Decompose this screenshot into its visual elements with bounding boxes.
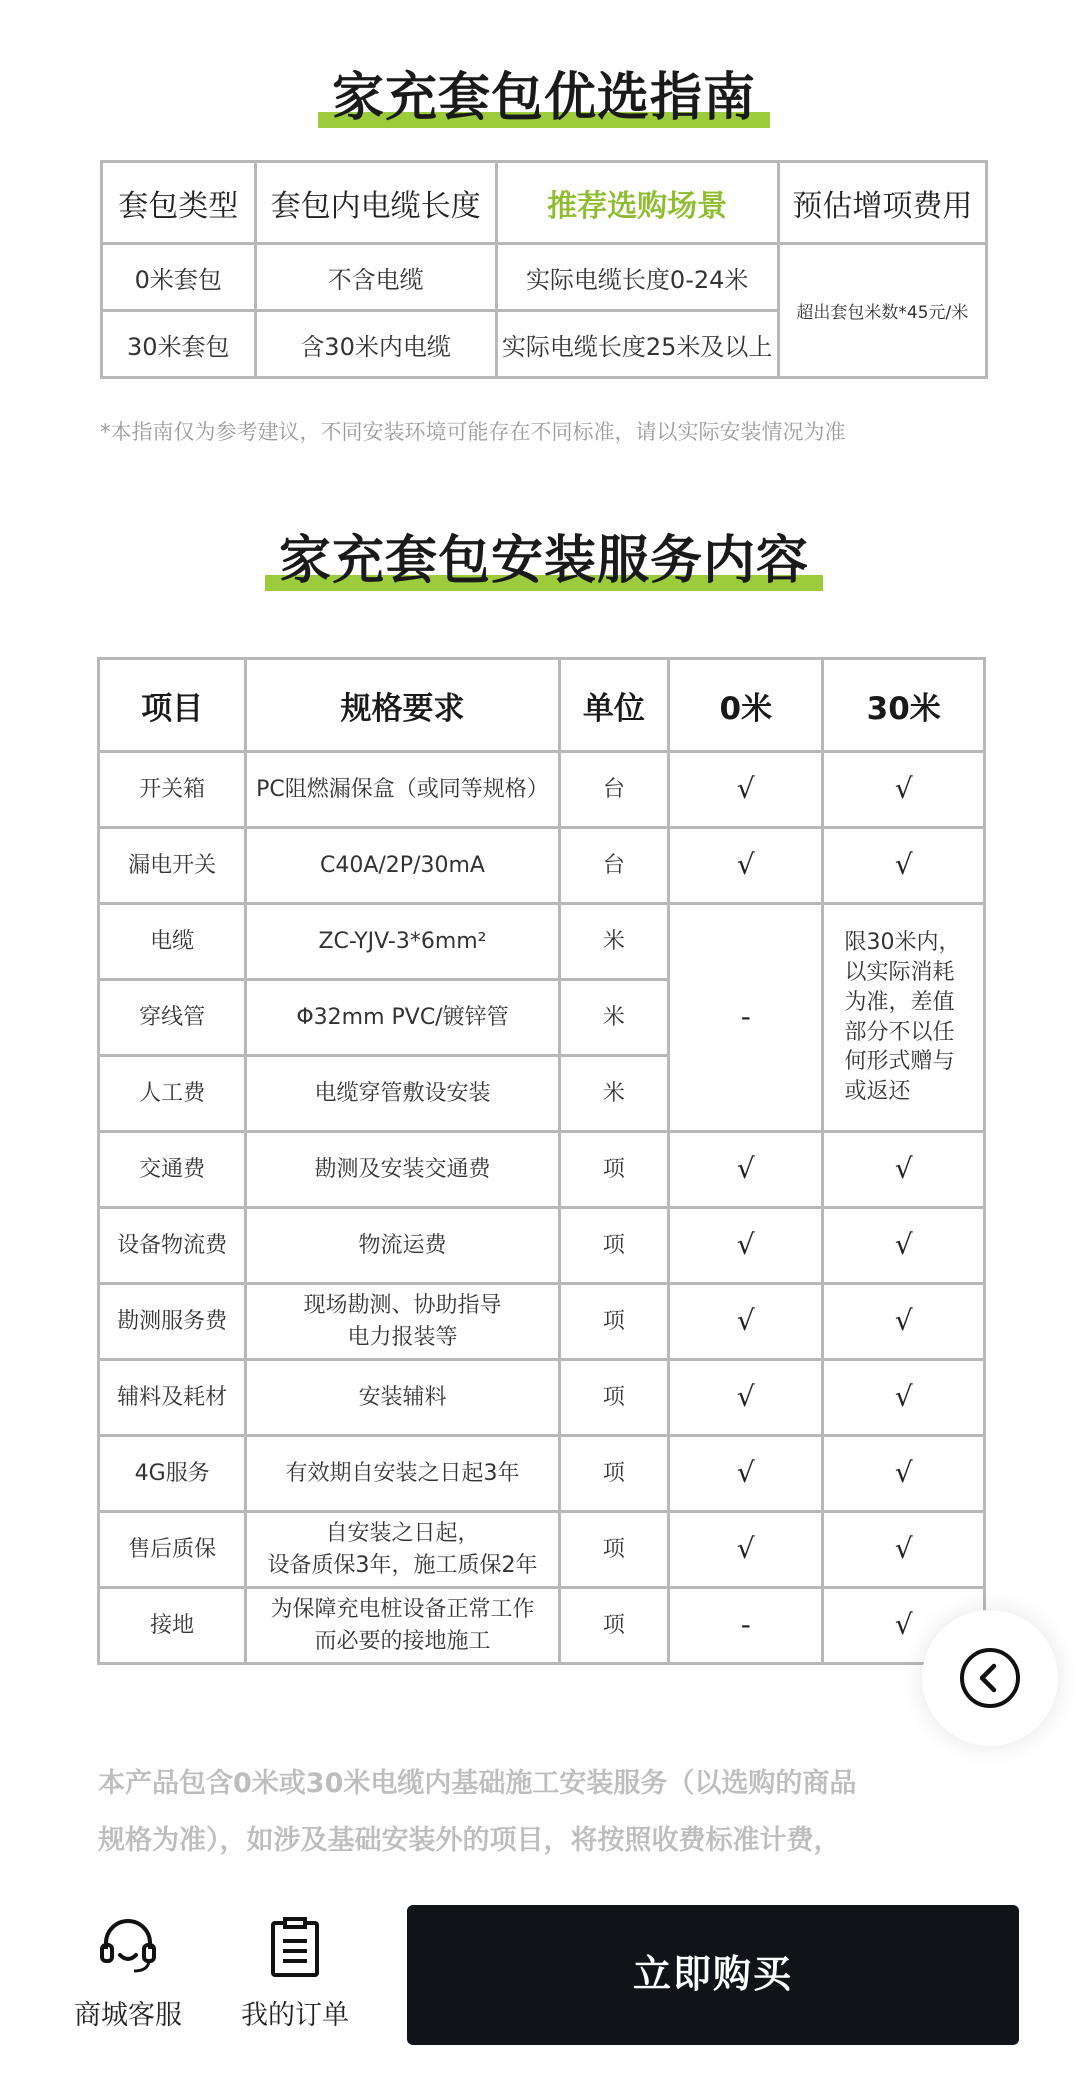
cable-0m-cell: - xyxy=(669,904,823,1132)
check-0m: √ xyxy=(669,752,823,828)
service-header-0m: 0米 xyxy=(669,659,823,752)
unit-cell: 米 xyxy=(559,904,669,980)
check-30m: √ xyxy=(823,1512,985,1588)
check-30m: √ xyxy=(823,828,985,904)
unit-cell: 项 xyxy=(559,1208,669,1284)
guide-header-row xyxy=(102,162,987,244)
spec-cell: C40A/2P/30mA xyxy=(246,828,559,904)
guide-title: 家充套包优选指南 xyxy=(318,55,770,130)
guide-cell: 不含电缆 xyxy=(255,244,496,311)
item-cell: 漏电开关 xyxy=(99,828,246,904)
check-0m: √ xyxy=(669,1132,823,1208)
guide-header-fee: 预估增项费用 xyxy=(778,162,986,244)
item-cell: 人工费 xyxy=(99,1056,246,1132)
my-orders-button[interactable] xyxy=(225,1915,365,2032)
check-30m: √ xyxy=(823,1436,985,1512)
buy-now-button[interactable]: 立即购买 xyxy=(407,1905,1019,2045)
table-row xyxy=(99,904,985,980)
service-header-spec: 规格要求 xyxy=(246,659,559,752)
item-cell: 交通费 xyxy=(99,1132,246,1208)
guide-header-scenario: 推荐选购场景 xyxy=(496,162,778,244)
spec-cell: ZC-YJV-3*6mm² xyxy=(246,904,559,980)
unit-cell: 米 xyxy=(559,980,669,1056)
guide-header-length: 套包内电缆长度 xyxy=(255,162,496,244)
unit-cell: 项 xyxy=(559,1284,669,1360)
guide-row xyxy=(102,244,987,311)
back-button[interactable] xyxy=(922,1610,1058,1746)
table-row xyxy=(99,1360,985,1436)
check-30m: √ xyxy=(823,1588,985,1664)
spec-cell: 现场勘测、协助指导 电力报装等 xyxy=(246,1284,559,1360)
table-row xyxy=(99,1132,985,1208)
check-0m: √ xyxy=(669,1512,823,1588)
check-0m: - xyxy=(669,1588,823,1664)
guide-title-wrap xyxy=(0,55,1088,130)
service-table xyxy=(97,657,986,1665)
spec-cell: Φ32mm PVC/镀锌管 xyxy=(246,980,559,1056)
check-0m: √ xyxy=(669,1436,823,1512)
guide-cell: 30米套包 xyxy=(102,311,256,378)
spec-cell: 物流运费 xyxy=(246,1208,559,1284)
unit-cell: 项 xyxy=(559,1588,669,1664)
headset-icon xyxy=(96,1915,160,1979)
table-row xyxy=(99,1436,985,1512)
service-header-30m: 30米 xyxy=(823,659,985,752)
check-30m: √ xyxy=(823,1208,985,1284)
item-cell: 售后质保 xyxy=(99,1512,246,1588)
guide-cell: 含30米内电缆 xyxy=(255,311,496,378)
check-0m: √ xyxy=(669,1360,823,1436)
check-0m: √ xyxy=(669,1208,823,1284)
table-row xyxy=(99,1208,985,1284)
guide-table xyxy=(100,160,988,379)
guide-cell: 实际电缆长度0-24米 xyxy=(496,244,778,311)
table-row xyxy=(99,752,985,828)
unit-cell: 台 xyxy=(559,828,669,904)
unit-cell: 项 xyxy=(559,1132,669,1208)
item-cell: 开关箱 xyxy=(99,752,246,828)
service-title-wrap xyxy=(0,518,1088,593)
customer-service-button[interactable] xyxy=(58,1915,198,2032)
guide-extra-fee: 超出套包米数*45元/米 xyxy=(778,244,986,378)
guide-cell: 0米套包 xyxy=(102,244,256,311)
spec-cell: 安装辅料 xyxy=(246,1360,559,1436)
spec-cell: 自安装之日起， 设备质保3年，施工质保2年 xyxy=(246,1512,559,1588)
bottom-bar xyxy=(0,1885,1088,2099)
check-0m: √ xyxy=(669,1284,823,1360)
guide-cell: 实际电缆长度25米及以上 xyxy=(496,311,778,378)
table-row xyxy=(99,1588,985,1664)
unit-cell: 米 xyxy=(559,1056,669,1132)
service-header-row xyxy=(99,659,985,752)
service-title: 家充套包安装服务内容 xyxy=(265,518,823,593)
guide-header-type: 套包类型 xyxy=(102,162,256,244)
unit-cell: 项 xyxy=(559,1436,669,1512)
service-header-unit: 单位 xyxy=(559,659,669,752)
check-30m: √ xyxy=(823,752,985,828)
spec-cell: 有效期自安装之日起3年 xyxy=(246,1436,559,1512)
item-cell: 电缆 xyxy=(99,904,246,980)
table-row xyxy=(99,1512,985,1588)
spec-cell: PC阻燃漏保盒（或同等规格） xyxy=(246,752,559,828)
unit-cell: 项 xyxy=(559,1360,669,1436)
spec-cell: 勘测及安装交通费 xyxy=(246,1132,559,1208)
chevron-left-icon xyxy=(958,1646,1022,1710)
item-cell: 4G服务 xyxy=(99,1436,246,1512)
check-30m: √ xyxy=(823,1360,985,1436)
spec-cell: 电缆穿管敷设安装 xyxy=(246,1056,559,1132)
guide-note: *本指南仅为参考建议，不同安装环境可能存在不同标准，请以实际安装情况为准 xyxy=(100,420,846,444)
check-30m: √ xyxy=(823,1284,985,1360)
check-30m: √ xyxy=(823,1132,985,1208)
item-cell: 穿线管 xyxy=(99,980,246,1056)
spec-cell: 为保障充电桩设备正常工作 而必要的接地施工 xyxy=(246,1588,559,1664)
item-cell: 设备物流费 xyxy=(99,1208,246,1284)
unit-cell: 台 xyxy=(559,752,669,828)
my-orders-label: 我的订单 xyxy=(241,2000,349,2031)
table-row xyxy=(99,828,985,904)
customer-service-label: 商城客服 xyxy=(74,2000,182,2031)
item-cell: 辅料及耗材 xyxy=(99,1360,246,1436)
table-row xyxy=(99,1284,985,1360)
clipboard-icon xyxy=(263,1915,327,1979)
check-0m: √ xyxy=(669,828,823,904)
unit-cell: 项 xyxy=(559,1512,669,1588)
item-cell: 勘测服务费 xyxy=(99,1284,246,1360)
service-header-item: 项目 xyxy=(99,659,246,752)
cable-30m-limit: 限30米内， 以实际消耗 为准，差值 部分不以任 何形式赠与 或返还 xyxy=(823,904,985,1132)
product-description: 本产品包含0米或30米电缆内基础施工安装服务（以选购的商品 规格为准），如涉及基础安装外的项目，将按照收费标准计费， xyxy=(98,1768,857,1856)
item-cell: 接地 xyxy=(99,1588,246,1664)
